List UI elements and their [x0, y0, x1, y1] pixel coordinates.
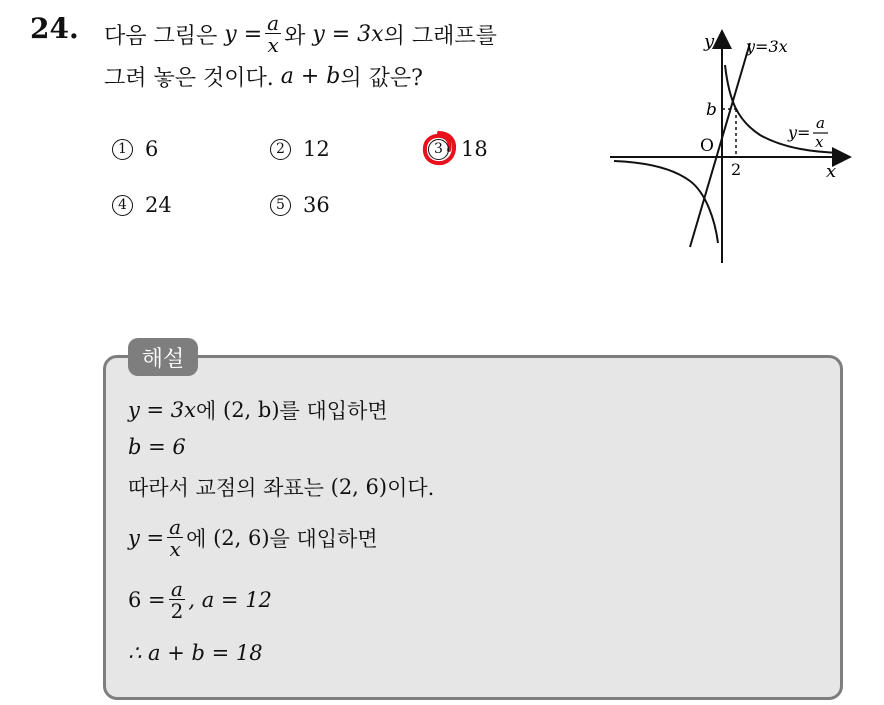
fraction-a-over-x: [265, 13, 281, 55]
solution-text: 따라서 교점의 좌표는: [128, 476, 324, 500]
solution-equation: y = 3x: [128, 398, 197, 422]
x-axis-label: x: [826, 161, 837, 182]
option-value: 36: [303, 193, 330, 217]
equation-line: y = 3x: [312, 21, 384, 47]
option-value: 24: [145, 193, 172, 217]
hyperbola-label-lhs: y=: [788, 123, 811, 142]
option-value: 6: [145, 137, 159, 161]
fraction-numerator: a: [169, 515, 182, 539]
b-label: b: [706, 100, 717, 120]
solution-line-1: [128, 393, 388, 427]
solution-equation-lhs: 6 =: [128, 588, 166, 612]
fraction-denominator: 2: [170, 599, 184, 623]
option-number-circle: 2: [270, 139, 291, 160]
fraction-denominator: x: [169, 537, 181, 561]
fraction-numerator: a: [267, 11, 280, 35]
option-4[interactable]: [112, 193, 172, 217]
option-1[interactable]: [112, 137, 158, 161]
question-text: 의 값은?: [340, 65, 423, 91]
option-3-marked: [428, 139, 449, 160]
solution-equation: b = 6: [128, 435, 186, 459]
solution-line-4: [128, 512, 378, 564]
solution-text: 을 대입하면: [269, 527, 378, 551]
option-number-circle: 4: [112, 195, 133, 216]
solution-text: 이다.: [387, 476, 435, 500]
solution-line-2: [128, 431, 186, 463]
option-3[interactable]: [428, 137, 488, 161]
question-text: 와: [284, 23, 306, 49]
solution-line-5: [128, 574, 272, 626]
question-line-2: [104, 60, 423, 92]
fraction-denominator: x: [267, 33, 279, 57]
line-label: y=3x: [746, 37, 788, 56]
question-number: 24.: [30, 12, 79, 45]
question-text: 다음 그림은: [104, 23, 218, 49]
two-label: 2: [731, 160, 742, 179]
solution-equation-lhs: y =: [128, 526, 165, 550]
option-number-circle: 5: [270, 195, 291, 216]
question-line-1: [104, 12, 497, 56]
solution-fraction: [167, 517, 183, 559]
solution-point: (2, 6): [213, 526, 270, 550]
option-number-circle: 3: [428, 139, 449, 160]
solution-text: 에: [186, 527, 207, 551]
solution-line-6: [128, 636, 263, 670]
solution-result: , a = 12: [188, 588, 272, 612]
equation-lhs: y =: [224, 21, 263, 47]
question-text: 그려 놓은 것이다.: [104, 65, 274, 91]
function-graph: [600, 25, 860, 270]
option-value: 12: [303, 137, 330, 161]
solution-tab: 해설: [128, 338, 198, 376]
hyperbola-label-numerator: a: [816, 114, 825, 132]
option-2[interactable]: [270, 137, 330, 161]
solution-text: 에: [196, 399, 217, 423]
solution-point: (2, 6): [330, 475, 388, 499]
line-y-3x: [690, 43, 750, 247]
y-axis-label: y: [704, 31, 715, 52]
expression: a + b: [280, 63, 341, 89]
fraction-numerator: a: [171, 577, 183, 601]
question-text: 의 그래프를: [383, 23, 497, 49]
solution-fraction: [169, 579, 186, 621]
solution-point: (2, b): [223, 398, 280, 422]
origin-label: O: [700, 136, 714, 156]
solution-text: 를 대입하면: [279, 399, 388, 423]
hyperbola-label-denominator: x: [815, 133, 824, 151]
solution-line-3: [128, 470, 434, 504]
option-5[interactable]: [270, 193, 330, 217]
option-number-circle: 1: [112, 139, 133, 160]
solution-conclusion: ∴ a + b = 18: [128, 641, 263, 665]
option-value: 18: [461, 137, 488, 161]
